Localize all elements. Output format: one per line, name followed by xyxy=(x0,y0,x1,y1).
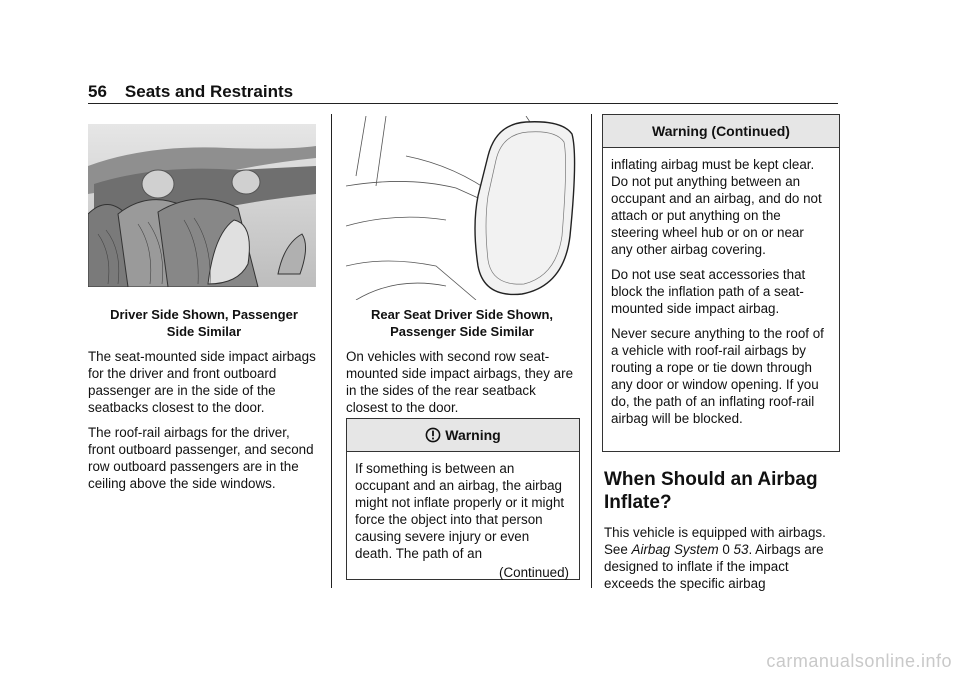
page-header xyxy=(88,82,293,102)
paragraph-airbag-inflate: This vehicle is equipped with airbags. See Airbag System 0 53. Airbags are designed to inflate if the impact exceeds the specific airbag xyxy=(604,525,826,591)
page-number: 56 xyxy=(88,82,107,101)
column-divider-1 xyxy=(331,114,332,588)
rear-seat-airbag-figure xyxy=(346,116,578,300)
page-ref-number[interactable]: 53 xyxy=(733,542,749,557)
warning-body xyxy=(347,452,579,587)
warning-header xyxy=(347,419,579,452)
page-ref-arrow-icon: 0 xyxy=(722,542,730,557)
warning-icon xyxy=(425,422,441,454)
figure-caption-1: Driver Side Shown, Passenger Side Similar xyxy=(110,307,298,339)
airbag-system-link[interactable]: Airbag System xyxy=(631,542,719,557)
paragraph-seat-mounted: The seat-mounted side impact airbags for the driver and front outboard passenger are in the side of the seatbacks closest to the door. xyxy=(88,349,316,415)
column-2 xyxy=(346,306,578,424)
watermark: carmanualsonline.info xyxy=(766,651,952,671)
warning-paragraph-2: Do not use seat accessories that block the inflation path of a seat-mounted side impact airbag. xyxy=(611,267,806,316)
warning-paragraph-3: Never secure anything to the roof of a vehicle with roof-rail airbags by routing a rope or tie down through any door or window opening. If you do, the path of an inflating roof-rail airbag will be blocked. xyxy=(611,326,824,426)
warning-paragraph-1: inflating airbag must be kept clear. Do not put anything between an occupant and an airbag, and do not attach or put anything on the steering wheel hub or on or near any other airbag covering. xyxy=(611,157,822,257)
warning-continued-header: Warning (Continued) xyxy=(603,115,839,148)
header-rule xyxy=(88,103,838,104)
driver-side-airbag-figure xyxy=(88,124,316,287)
column-1 xyxy=(88,306,320,500)
section-title: Seats and Restraints xyxy=(124,82,294,101)
warning-continued-body xyxy=(603,148,839,441)
paragraph-second-row: On vehicles with second row seat-mounted side impact airbags, they are in the sides of the rear seatback closest to the door. xyxy=(346,349,574,415)
warning-title: Warning xyxy=(445,427,501,443)
figure-caption-2: Rear Seat Driver Side Shown, Passenger Side Similar xyxy=(370,307,554,339)
continued-label: (Continued) xyxy=(499,565,569,580)
column-3-body xyxy=(604,468,840,600)
section-heading: When Should an Airbag Inflate? xyxy=(604,469,818,513)
column-divider-2 xyxy=(591,114,592,588)
warning-box-continued xyxy=(602,114,840,452)
paragraph-roof-rail: The roof-rail airbags for the driver, front outboard passenger, and second row outboard passengers are in the ceiling above the side windows. xyxy=(88,425,314,491)
warning-text: If something is between an occupant and an airbag, the airbag might not inflate properly or it might force the object into that person causing severe injury or even death. The path of an xyxy=(355,461,565,561)
warning-box-1 xyxy=(346,418,580,580)
